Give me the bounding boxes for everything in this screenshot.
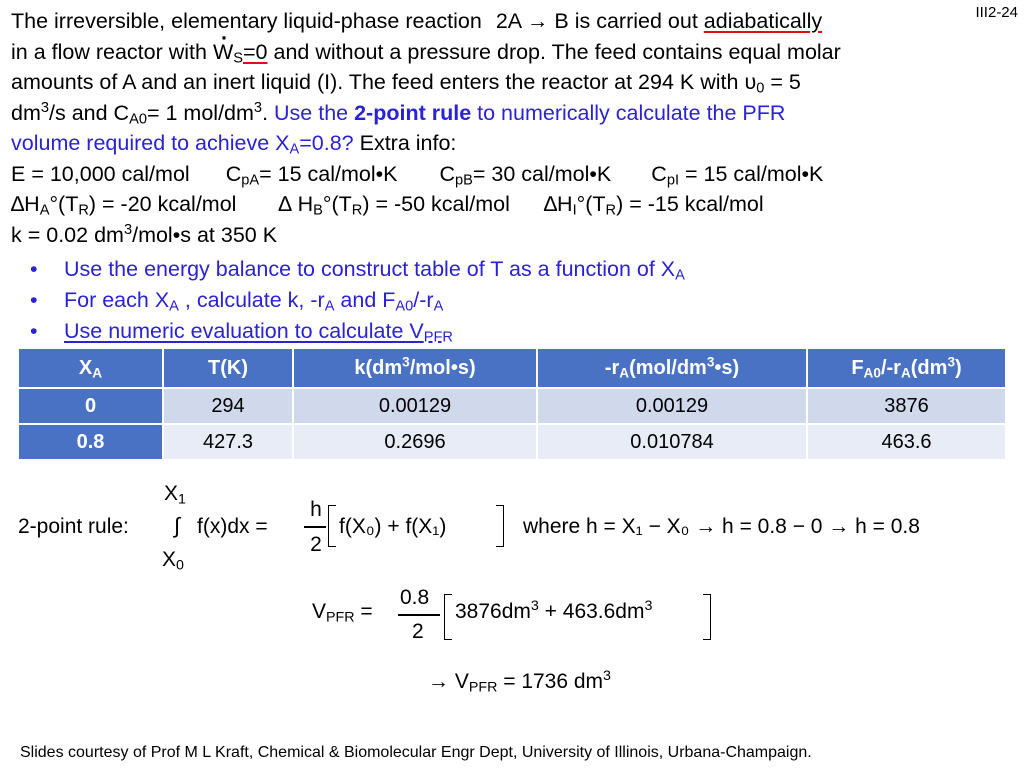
vpfr-denominator: 2: [412, 620, 424, 643]
vpfr-result: → $V_{PFR} = 1736$ $dm^3$: [428, 668, 611, 696]
vpfr-left-bracket: [444, 594, 452, 640]
right-bracket: [496, 505, 504, 547]
problem-statement: [11, 6, 1016, 250]
integrand: f(x)dx =: [197, 515, 268, 538]
table-row: [18, 424, 1006, 460]
problem-line-2: in a flow reactor with · $W_S=0$ and without a pressure drop. The feed contains equal molar: [11, 37, 1016, 68]
bracket-content: f(X₀) + f(X₁): [339, 515, 447, 538]
cell-k: 0.00129: [293, 388, 537, 424]
integral-upper-limit: $X_1$: [164, 482, 186, 508]
fraction-bar: [304, 526, 326, 528]
bullet-numeric-evaluation: • Use numeric evaluation to calculate $V_{PFR}$: [30, 316, 685, 347]
integral-lower-limit: $X_0$: [162, 548, 184, 574]
header-xa: $X_A$: [18, 348, 163, 388]
cell-rate: 0.010784: [537, 424, 807, 460]
cell-rate: 0.00129: [537, 388, 807, 424]
table-row: [18, 388, 1006, 424]
left-bracket: [328, 505, 336, 547]
header-rate: $-r_A(mol/dm^3•s)$: [537, 348, 807, 388]
header-temperature: T(K): [163, 348, 293, 388]
problem-line-8: k = 0.02 $dm^3/mol•s$ at 350 K: [11, 221, 278, 247]
where-h-definition: where h = X₁ − X₀ → h = 0.8 − 0 → h = 0.8: [523, 515, 920, 538]
bullet-calculate-k: • For each $X_A$ , calculate k, $-r_A$ and $F_{A0}/-r_A$: [30, 285, 685, 316]
header-levenspiel: $F_{A0}/-r_A(dm^3)$: [807, 348, 1006, 388]
slide-footer-credit: Slides courtesy of Prof M L Kraft, Chemical & Biomolecular Engr Dept, University of Illinois, Urbana-Champaign.: [20, 744, 812, 761]
cell-levenspiel: 3876: [807, 388, 1006, 424]
two-denominator: 2: [310, 533, 322, 556]
cell-temperature: 294: [163, 388, 293, 424]
h-numerator: h: [310, 498, 322, 521]
adiabatically-emphasis: adiabatically: [703, 9, 823, 33]
cell-xa: 0: [18, 388, 163, 424]
vpfr-fraction-bar: [398, 614, 440, 616]
table-header-row: [18, 348, 1006, 388]
problem-line-7: $\Delta H_A^\circ(T_R) = -20$ kcal/mol ∆ $H_B^\circ(T_R) = -50$ kcal/mol $\Delta H_I^\circ(T_R) = -15$ kcal/mol: [11, 192, 764, 219]
vpfr-bracket-content: $3876dm^3 + 463.6dm^3$: [455, 598, 653, 623]
results-table: [17, 347, 1007, 461]
shaft-work-term: · $W_S=0$: [213, 40, 268, 64]
problem-line-1: The irreversible, elementary liquid-phase reaction 2A → B is carried out adiabatically: [11, 9, 823, 33]
problem-line-5: volume required to achieve $X_A=0.8$? Extra info:: [11, 131, 457, 158]
cell-temperature: 427.3: [163, 424, 293, 460]
bullet-energy-balance: • Use the energy balance to construct table of T as a function of $X_A$: [30, 254, 685, 285]
vpfr-numerator: 0.8: [400, 586, 430, 609]
problem-line-6: E = 10,000 cal/mol $C_{pA}= 15$ cal/mol•K $C_{pB}= 30$ cal/mol•K $C_{pI} = 15$ cal/mol•K: [11, 161, 824, 189]
problem-line-4: $dm^3/s$ and $C_{A0}= 1$ mol/$dm^3$. Use the 2-point rule to numerically calculate the PFR: [11, 99, 786, 128]
cell-k: 0.2696: [293, 424, 537, 460]
problem-line-3: amounts of A and an inert liquid (I). The feed enters the reactor at 294 K with $\upsilon_0 = 5$: [11, 70, 801, 97]
cell-xa: 0.8: [18, 424, 163, 460]
two-point-rule-label: 2-point rule:: [18, 515, 129, 538]
instruction-bullets: [30, 254, 685, 347]
integral-sign: ∫: [174, 513, 181, 538]
vpfr-lhs: $V_{PFR}$ =: [312, 600, 373, 626]
cell-levenspiel: 463.6: [807, 424, 1006, 460]
vpfr-right-bracket: [703, 594, 711, 640]
slide-number: III2-24: [975, 4, 1018, 21]
header-k: $k(dm^3/mol•s)$: [293, 348, 537, 388]
